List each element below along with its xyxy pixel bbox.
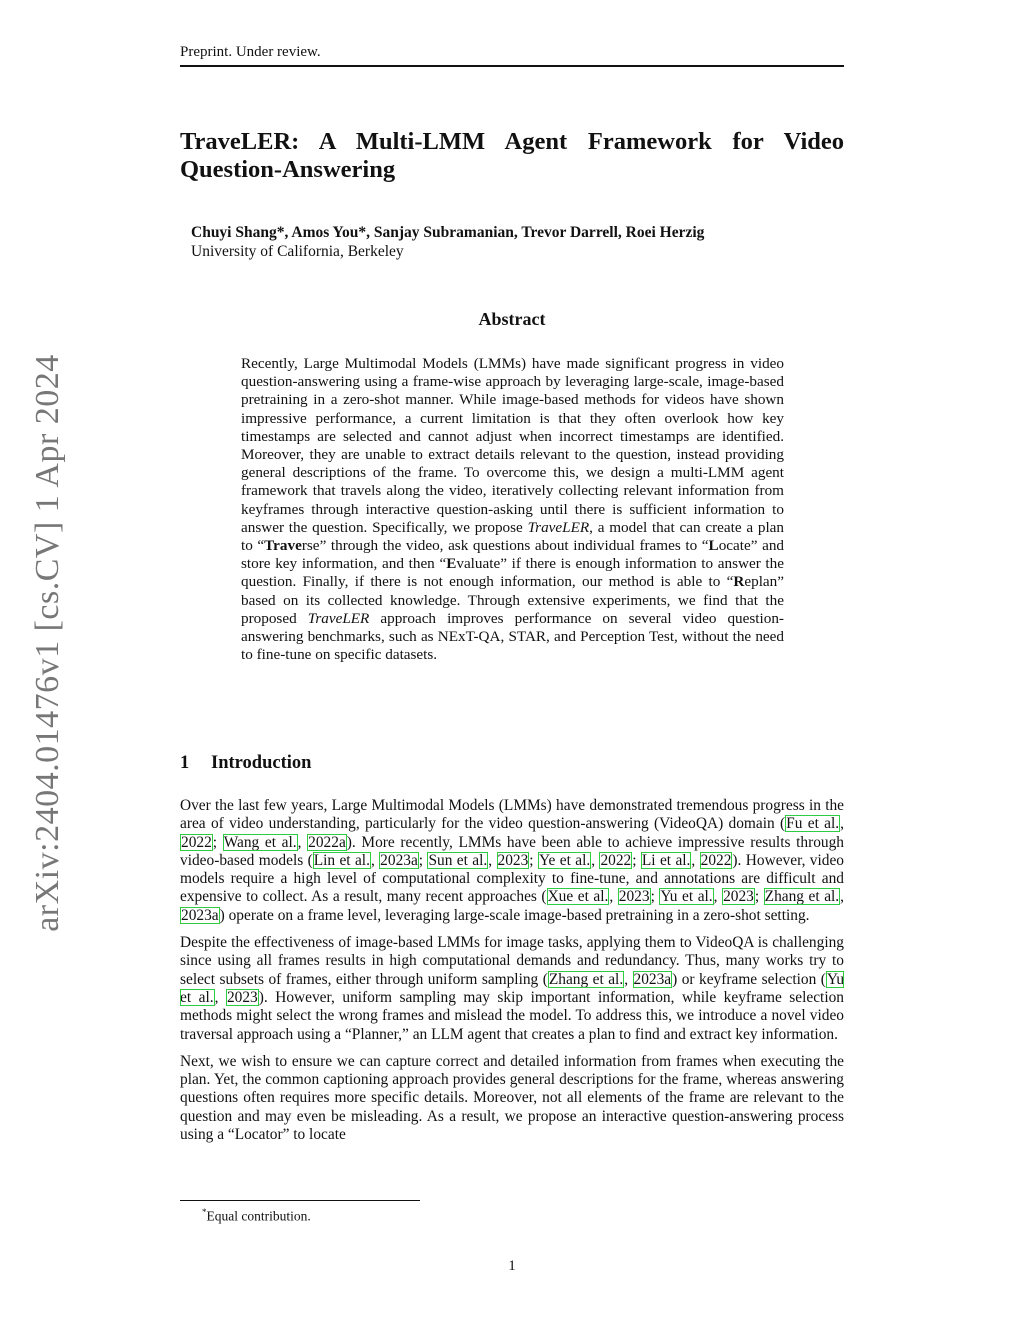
citation-link[interactable]: Zhang et al. — [764, 888, 840, 906]
citation-link[interactable]: 2023a — [380, 851, 418, 869]
citation-link[interactable]: 2023 — [497, 851, 529, 869]
citation-link[interactable]: 2022 — [600, 851, 632, 869]
citation-link[interactable]: Sun et al. — [428, 851, 488, 869]
citation-link[interactable]: 2023 — [618, 888, 650, 906]
abstract-body: Recently, Large Multimodal Models (LMMs) have made significant progress in video question-answering using a frame-wise approach by leveraging large-scale, image-based pretraining in a zero-shot manner. While image-based methods for videos have shown impressive performance, a current limitation is that they often overlook how key timestamps are selected and cannot adjust when incorrect timestamps are identified. Moreover, they are unable to extract details relevant to the question, instead providing general descriptions of the frame. To overcome this, we design a multi-LMM agent framework that travels along the video, iteratively collecting relevant information from keyframes through interactive question-asking until there is sufficient information to answer the question. Specifically, we propose TraveLER, a model that can create a plan to “Traverse” through the video, ask questions about individual frames to “Locate” and store key information, and then “Evaluate” if there is enough information to answer the question. Finally, if there is not enough information, our method is able to “Replan” based on its collected knowledge. Through extensive experiments, we find that the proposed TraveLER approach improves performance on several video question-answering benchmarks, such as NExT-QA, STAR, and Perception Test, without the need to fine-tune on specific datasets. — [241, 355, 785, 664]
citation-link[interactable]: Lin et al. — [313, 851, 370, 869]
citation-link[interactable]: Yu et al. — [180, 970, 845, 1006]
page-number: 1 — [508, 1258, 516, 1274]
arxiv-identifier-stamp: arXiv:2404.01476v1 [cs.CV] 1 Apr 2024 — [29, 354, 66, 932]
citation-link[interactable]: Ye et al. — [538, 851, 591, 869]
intro-paragraph-3: Next, we wish to ensure we can capture correct and detailed information from frames when executing the plan. Yet, the common captioning approach provides general descriptions for the frame, whereas answering questions often requires more specific details. Moreover, not all elements of the frame are relevant to the question and may even be misleading. As a result, we propose an interactive question-answering process using a “Locator” to locate — [180, 1052, 844, 1144]
intro-paragraph-1: Over the last few years, Large Multimodal Models (LMMs) have demonstrated tremendous progress in the area of video understanding, particularly for the video question-answering (VideoQA) domain (Fu et al., 2022; Wang et al., 2022a). More recently, LMMs have been able to achieve impressive results through video-based models (Lin et al., 2023a; Sun et al., 2023; Ye et al., 2022; Li et al., 2022). However, video models require a high level of computational complexity to fine-tune, and annotations are difficult and expensive to collect. As a result, many recent approaches (Xue et al., 2023; Yu et al., 2023; Zhang et al., 2023a) operate on a frame level, leveraging large-scale image-based pretraining in a zero-shot setting. — [180, 797, 845, 924]
header-note: Preprint. Under review. — [180, 44, 321, 60]
citation-link[interactable]: Wang et al. — [223, 833, 297, 851]
footnote-rule — [180, 1200, 420, 1201]
footnote-mark: * — [202, 1207, 207, 1217]
citation-link[interactable]: Fu et al. — [786, 815, 840, 833]
citation-link[interactable]: 2022a — [308, 833, 346, 851]
section-number: 1 — [180, 753, 190, 773]
header-rule — [180, 65, 844, 67]
citation-link[interactable]: 2023a — [181, 906, 219, 924]
intro-paragraph-2: Despite the effectiveness of image-based LMMs for image tasks, applying them to VideoQA is challenging since using all frames results in high computational demands and redundancy. Thus, many works try to select subsets of frames, either through uniform sampling (Zhang et al., 2023a) or keyframe selection (Yu et al., 2023). However, uniform sampling may skip important information, while keyframe selection methods might select the wrong frames and mislead the model. To address this, we introduce a novel video traversal approach using a “Planner,” an LLM agent that creates a plan to find and extract key information. — [180, 934, 845, 1043]
author-list: Chuyi Shang*, Amos You*, Sanjay Subramanian, Trevor Darrell, Roei Herzig — [191, 224, 705, 241]
footnote — [202, 1207, 311, 1225]
citation-link[interactable]: Li et al. — [641, 851, 691, 869]
citation-link[interactable]: 2023 — [226, 988, 258, 1006]
citation-link[interactable]: 2023 — [723, 888, 754, 906]
abstract-heading: Abstract — [478, 309, 546, 329]
section-title: Introduction — [211, 753, 312, 773]
citation-link[interactable]: Zhang et al. — [548, 970, 624, 988]
model-name: TraveLER — [527, 518, 590, 536]
citation-link[interactable]: 2022 — [700, 851, 732, 869]
section-heading-introduction — [180, 753, 311, 774]
citation-link[interactable]: 2022 — [181, 833, 212, 851]
citation-link[interactable]: Xue et al. — [547, 888, 609, 906]
introduction-body — [180, 797, 844, 1153]
model-name: TraveLER — [307, 609, 370, 627]
affiliation: University of California, Berkeley — [191, 243, 404, 260]
citation-link[interactable]: Yu et al. — [660, 888, 713, 906]
paper-title: TraveLER: A Multi-LMM Agent Framework for Video Question-Answering — [180, 128, 844, 183]
citation-link[interactable]: 2023a — [633, 970, 672, 988]
footnote-text: Equal contribution. — [206, 1208, 311, 1224]
